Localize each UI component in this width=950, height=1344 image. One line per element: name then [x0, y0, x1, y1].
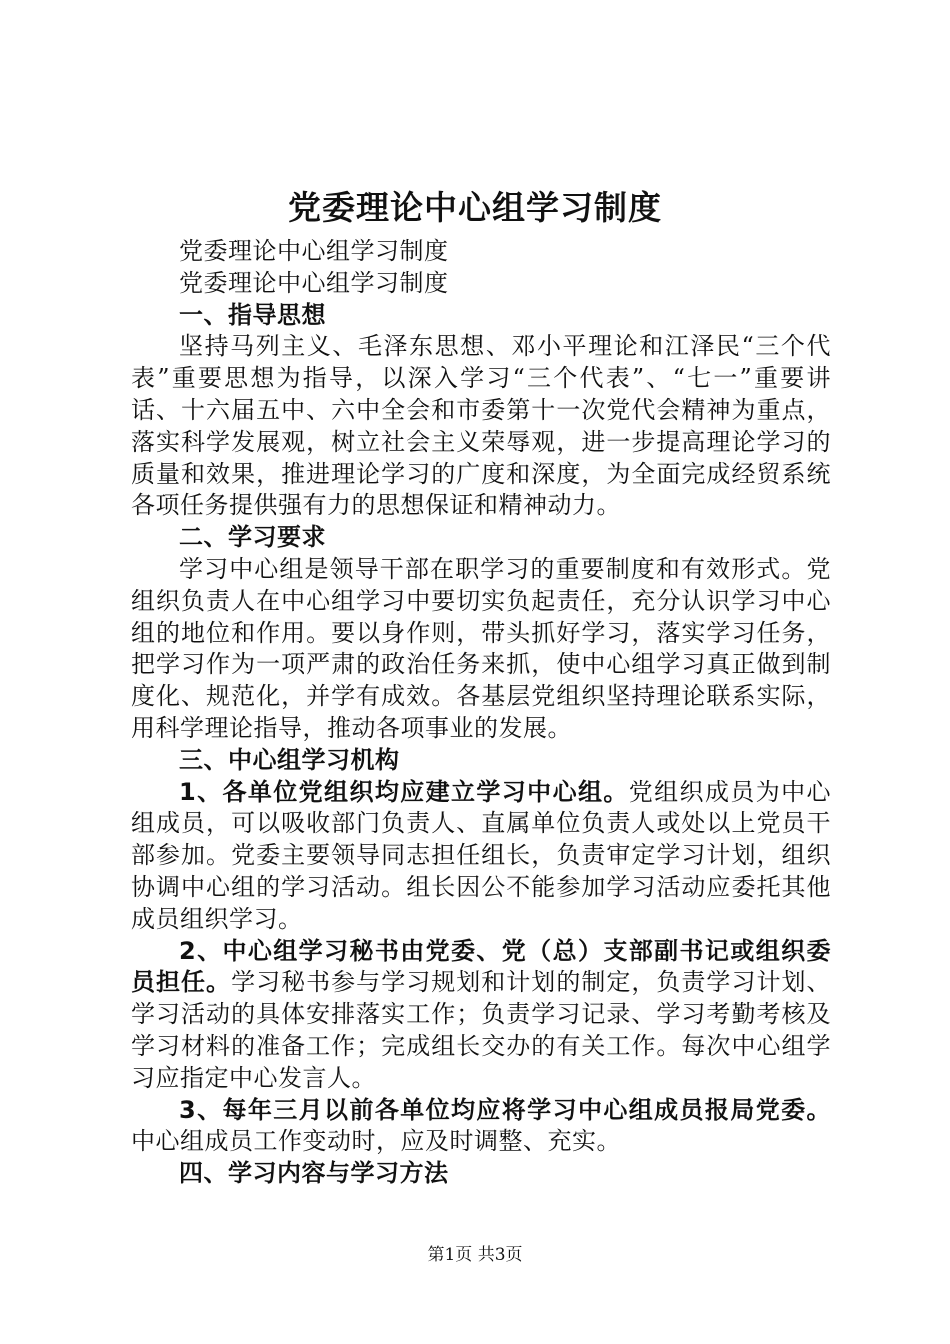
section-heading-guiding-thought: 一、指导思想 — [179, 300, 326, 329]
organization-item-2 — [131, 936, 831, 1095]
section-heading-study-requirements: 二、学习要求 — [179, 523, 326, 552]
organization-item-2-lead: 2、中心组学习秘书由党委、党（总）支部副书记或组织委员担任。 — [131, 936, 831, 997]
organization-item-1-text: 党组织成员为中心组成员，可以吸收部门负责人、直属单位负责人或处以上党员干部参加。党委主要领导同志担任组长，负责审定学习计划，组织协调中心组的学习活动。组长因公不能参加学习活动应委托其他成员组织学习。 — [131, 777, 832, 933]
organization-item-3-text: 中心组成员工作变动时，应及时调整、充实。 — [131, 1127, 621, 1156]
section-paragraph-study-requirements: 学习中心组是领导干部在职学习的重要制度和有效形式。党组织负责人在中心组学习中要切实负起责任，充分认识学习中心组的地位和作用。要以身作则，带头抓好学习，落实学习任务，把学习作为一项严肃的政治任务来抓，使中心组学习真正做到制度化、规范化，并学有成效。各基层党组织坚持理论联系实际，用科学理论指导，推动各项事业的发展。 — [131, 554, 831, 742]
section-heading-content-and-methods: 四、学习内容与学习方法 — [179, 1159, 449, 1188]
organization-item-1-lead: 1、各单位党组织均应建立学习中心组。 — [179, 777, 629, 806]
subtitle-line-2: 党委理论中心组学习制度 — [179, 268, 449, 297]
document-body — [131, 236, 831, 1190]
section-heading-study-organization: 三、中心组学习机构 — [179, 745, 400, 774]
organization-item-2-text: 学习秘书参与学习规划和计划的制定，负责学习计划、学习活动的具体安排落实工作；负责学习记录、学习考勤考核及学习材料的准备工作；完成组长交办的有关工作。每次中心组学习应指定中心发言人。 — [131, 968, 832, 1092]
organization-item-3 — [131, 1095, 831, 1159]
organization-item-1 — [131, 777, 831, 936]
document-title: 党委理论中心组学习制度 — [288, 188, 662, 227]
subtitle-line-1: 党委理论中心组学习制度 — [179, 237, 449, 265]
organization-item-3-lead: 3、每年三月以前各单位均应将学习中心组成员报局党委。 — [179, 1095, 831, 1124]
section-paragraph-guiding-thought: 坚持马列主义、毛泽东思想、邓小平理论和江泽民“三个代表”重要思想为指导，以深入学习“三个代表”、“七一”重要讲话、十六届五中、六中全会和市委第十一次党代会精神为重点，落实科学发展观，树立社会主义荣辱观，进一步提高理论学习的质量和效果，推进理论学习的广度和深度，为全面完成经贸系统各项任务提供强有力的思想保证和精神动力。 — [131, 332, 831, 520]
page-number-footer: 第1页 共3页 — [427, 1245, 523, 1265]
